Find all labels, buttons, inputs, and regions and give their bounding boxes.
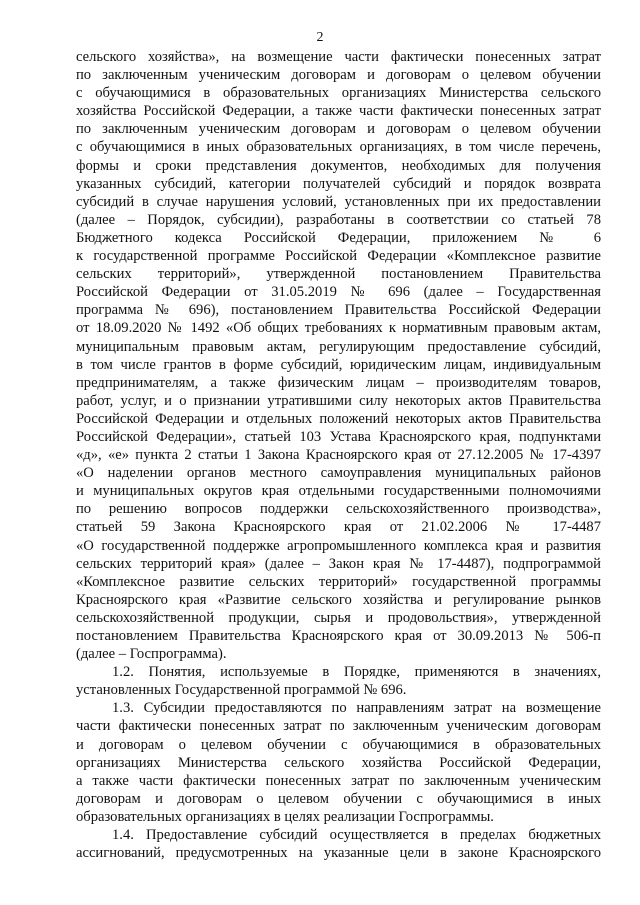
- text-line: Российской Федерации и отдельных положений некоторых актов Правительства: [76, 410, 601, 427]
- text-line: предпринимателям, а также физическим лицам – производителям товаров,: [76, 374, 601, 391]
- text-line: договорам и договорам о целевом обучении с обучающимися в иных: [76, 790, 601, 807]
- text-line: работ, услуг, и о признании утратившими силу некоторых актов Правительства: [76, 392, 601, 409]
- text-line: 1.2. Понятия, используемые в Порядке, применяются в значениях,: [112, 664, 601, 681]
- text-line: к государственной программе Российской Федерации «Комплексное развитие: [76, 248, 601, 265]
- text-line: Российской Федерации», статьей 103 Устава Красноярского края, подпунктами: [76, 428, 601, 445]
- text-line: «О наделении органов местного самоуправления муниципальных районов: [76, 465, 601, 482]
- text-line: по заключенным ученическим договорам и договорам о целевом обучении: [76, 67, 601, 84]
- paragraph: [76, 826, 601, 862]
- document-body: [76, 48, 601, 862]
- page-number: 2: [316, 30, 324, 45]
- text-line: статьей 59 Закона Красноярского края от 21.02.2006 № 17-4487: [76, 519, 601, 536]
- text-line: с обучающимися в образовательных организациях Министерства сельского: [76, 85, 601, 102]
- text-line: и муниципальных округов края отдельными государственными полномочиями: [76, 483, 601, 500]
- text-line: сельских территорий», утвержденной постановлением Правительства: [76, 266, 601, 283]
- text-line: от 18.09.2020 № 1492 «Об общих требованиях к нормативным правовым актам,: [76, 320, 601, 337]
- text-line: (далее – Госпрограмма).: [76, 646, 227, 663]
- text-line: «д», «е» пункта 2 статьи 1 Закона Красноярского края от 27.12.2005 № 17-4397: [76, 447, 601, 464]
- paragraph: [76, 48, 601, 663]
- text-line: по заключенным ученическим договорам и договорам о целевом обучении: [76, 121, 601, 138]
- text-line: 1.3. Субсидии предоставляются по направлениям затрат на возмещение: [112, 700, 601, 717]
- text-line: субсидий в случае нарушения условий, установленных при их предоставлении: [76, 193, 601, 210]
- text-line: постановлением Правительства Красноярского края от 30.09.2013 № 506-п: [76, 628, 601, 644]
- text-line: указанных субсидий, категории получателей субсидий и порядок возврата: [76, 175, 601, 192]
- text-line: (далее – Порядок, субсидии), разработаны в соответствии со статьей 78: [76, 211, 601, 228]
- text-line: а также части фактически понесенных затрат по заключенным ученическим: [76, 772, 601, 789]
- text-line: ассигнований, предусмотренных на указанные цели в законе Красноярского: [76, 845, 601, 862]
- paragraph: [76, 663, 601, 699]
- text-line: сельскохозяйственной продукции, сырья и продовольствия», утвержденной: [76, 609, 601, 626]
- text-line: Российской Федерации от 31.05.2019 № 696 (далее – Государственная: [76, 284, 601, 301]
- text-line: образовательных организациях в целях реализации Госпрограммы.: [76, 808, 494, 825]
- text-line: муниципальным правовым актам, регулирующим предоставление субсидий,: [76, 338, 601, 355]
- text-line: хозяйства Российской Федерации, а также части фактически понесенных затрат: [76, 103, 601, 120]
- text-line: сельского хозяйства», на возмещение части фактически понесенных затрат: [76, 49, 601, 65]
- text-line: установленных Государственной программой № 696.: [76, 682, 407, 699]
- text-line: «О государственной поддержке агропромышленного комплекса края и развития: [76, 537, 601, 554]
- paragraph: [76, 699, 601, 826]
- text-line: с обучающимися в иных образовательных организациях, в том числе перечень,: [76, 139, 601, 156]
- text-line: Красноярского края «Развитие сельского хозяйства и регулирование рынков: [76, 591, 601, 608]
- text-line: в том числе грантов в форме субсидий, юридическим лицам, индивидуальным: [76, 356, 601, 373]
- text-line: Бюджетного кодекса Российской Федерации, приложением № 6: [76, 229, 601, 246]
- text-line: «Комплексное развитие сельских территорий» государственной программы: [76, 573, 601, 590]
- text-line: организациях Министерства сельского хозяйства Российской Федерации,: [76, 754, 601, 771]
- text-line: сельских территорий края» (далее – Закон края № 17-4487), подпрограммой: [76, 555, 601, 572]
- text-line: программа № 696), постановлением Правительства Российской Федерации: [76, 302, 601, 319]
- text-line: по решению вопросов поддержки сельскохозяйственного производства»,: [76, 501, 601, 518]
- text-line: части фактически понесенных затрат по заключенным ученическим договорам: [76, 718, 601, 735]
- text-line: 1.4. Предоставление субсидий осуществляется в пределах бюджетных: [112, 827, 601, 844]
- text-line: формы и сроки представления документов, необходимых для получения: [76, 157, 601, 174]
- text-line: и договорам о целевом обучении с обучающимися в образовательных: [76, 736, 601, 753]
